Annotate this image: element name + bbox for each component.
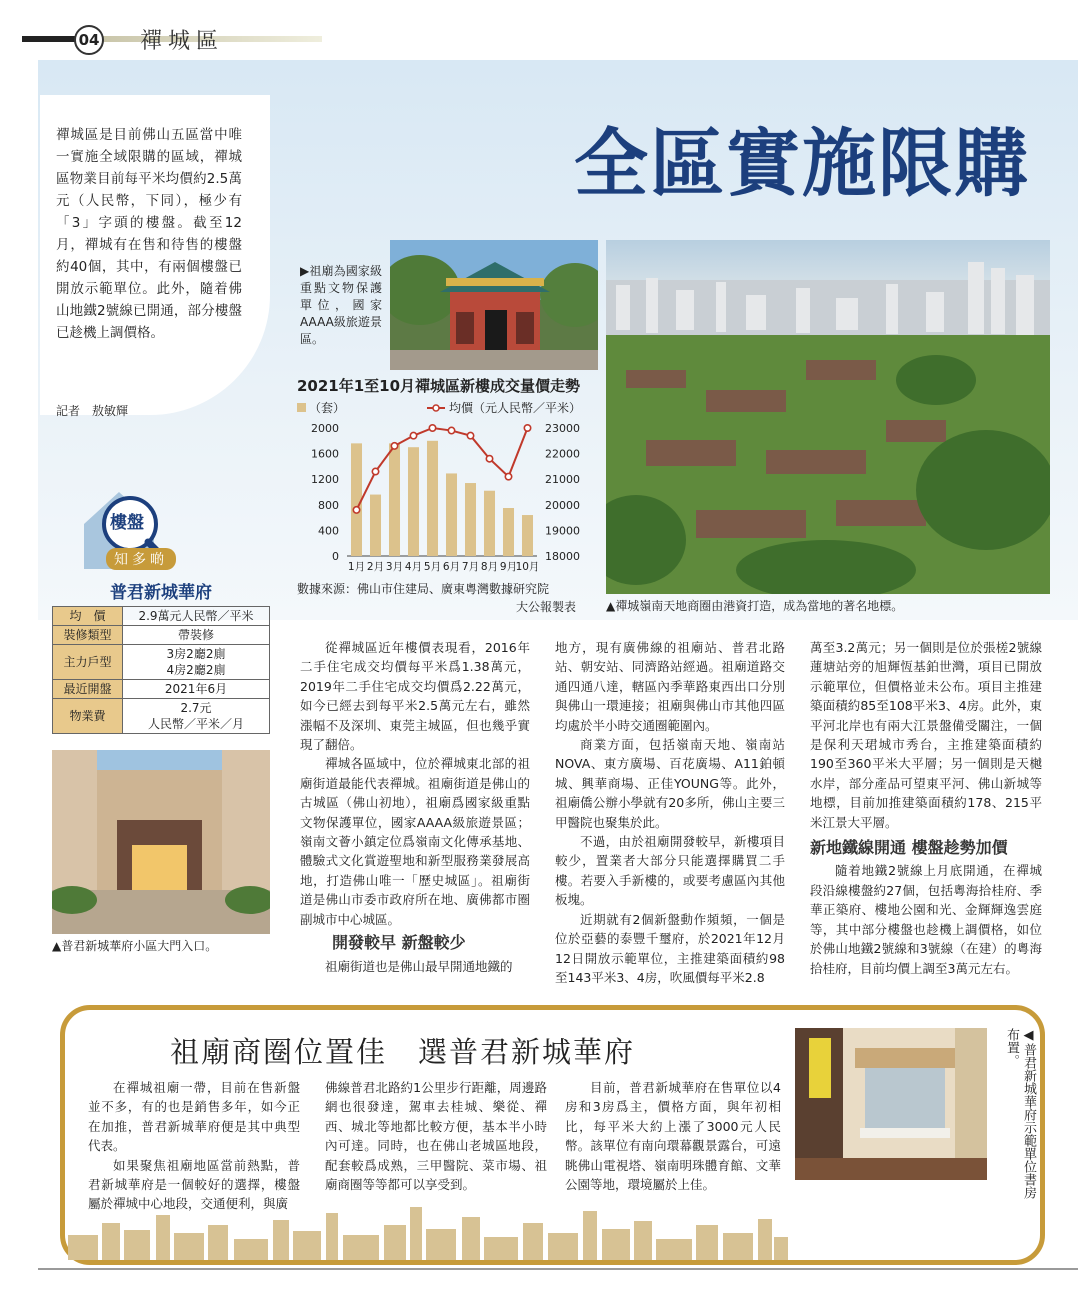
- legend-bar-label: （套）: [309, 401, 346, 415]
- intro-text: 禪城區是目前佛山五區當中唯一實施全域限購的區域，禪城區物業目前每平米均價約2.5萬元（人民幣，下同），極少有「3」字頭的樓盤。截至12月，禪城有在售和待售的樓盤約40個，其中，有兩個樓盤已開放示範單位。此外，隨着佛山地鐵2號線已開通，部分樓盤已趁機上調價格。: [56, 127, 242, 341]
- y-left-tick: 1600: [311, 447, 339, 461]
- y-right-tick: 19000: [545, 524, 580, 538]
- table-row: 均 價 2.9萬元人民幣／平米: [53, 607, 270, 626]
- bar: [351, 443, 362, 556]
- feature-column-3: 目前，普君新城華府在售單位以4房和3房爲主，價格方面，與年初相比，每平米大約上漲了3000元人民幣。該單位有南向環幕觀景露台，可遠眺佛山電視塔、嶺南明珠體育館、文華公園等地，環境屬於上佳。: [565, 1080, 781, 1193]
- table-row: 最近開盤 2021年6月: [53, 680, 270, 699]
- bar: [446, 473, 457, 556]
- chart-credit: 大公報製表: [516, 600, 577, 614]
- room-photo: [795, 1028, 987, 1180]
- mall-caption: ▲普君新城華府小區大門入口。: [52, 939, 218, 953]
- article-column-2: 地方，現有廣佛線的祖廟站、普君北路站、朝安站、同濟路站經過。祖廟道路交通四通八達，轄區內季華路東西出口分別與佛山一環連接；祖廟與佛山市其他四區均處於半小時交通圈範圍內。 商業方面，包括嶺南天地、嶺南站NOVA、東方廣場、百花廣場、A11鉑頓城、興華商場、正佳YOUNG等。此外，祖廟僑公辦小學就有20多所，佛山主要三甲醫院也聚集於此。 不過，由於祖廟開發較早，新樓項目較少，置業者大部分只能選擇購買二手樓。若要入手新樓的，或要考慮區內其他板塊。 近期就有2個新盤動作頻頻，一個是位於亞藝的泰豐千璽府，於2021年12月12日開放示範單位，主推建築面積約98至143平米3、4房，吹風價每平米2.8: [555, 640, 785, 985]
- x-tick: 7月: [461, 561, 480, 573]
- trend-chart: [297, 398, 589, 578]
- feature-title: 祖廟商圈位置佳 選普君新城華府: [170, 1035, 636, 1069]
- badge-main: 樓盤: [110, 513, 144, 533]
- x-tick: 6月: [442, 561, 461, 573]
- bar: [370, 495, 381, 556]
- line-point: [353, 507, 359, 513]
- line-point: [410, 432, 416, 438]
- feature-column-2: 佛線普君北路約1公里步行距離，周邊路網也很發達，駕車去桂城、樂從、禪西、城北等地都比較方便，基本半小時內可達。同時，也在佛山老城區地段，配套較爲成熟，三甲醫院、菜市場、祖廟商圈等等都可以享受到。: [325, 1080, 547, 1193]
- line-point: [372, 468, 378, 474]
- y-left-tick: 1200: [311, 473, 339, 487]
- temple-caption: ▶祖廟為國家級重點文物保護單位，國家AAAA級旅遊景區。: [300, 264, 382, 346]
- bar: [484, 491, 495, 556]
- subhead-2: 新地鐵線開通 樓盤趁勢加價: [810, 838, 1008, 858]
- feature-column-1: 在禪城祖廟一帶，目前在售新盤並不多，有的也是銷售多年，如今正在加推，普君新城華府便是其中典型代表。 如果聚焦祖廟地區當前熱點，普君新城華府是一個較好的選擇，樓盤屬於禪城中心地段，交通便利，與廣: [88, 1080, 300, 1212]
- temple-photo: [390, 240, 598, 370]
- legend-bar-swatch: [297, 403, 306, 412]
- x-tick: 3月: [385, 561, 404, 573]
- y-left-tick: 800: [318, 498, 339, 512]
- y-right-tick: 22000: [545, 447, 580, 461]
- room-caption: ◀普君新城華府示範單位書房布置。: [1004, 1028, 1036, 1199]
- line-point: [524, 425, 530, 431]
- info-title: 普君新城華府: [110, 583, 212, 603]
- bar: [503, 508, 514, 556]
- line-point: [505, 473, 511, 479]
- article-column-3: 萬至3.2萬元；另一個則是位於張槎2號線蓮塘站旁的旭輝恆基鉑世灣，項目已開放示範單位，但價格並未公布。項目主推建築面積約85至108平米3、4房。此外，東平河北岸也有兩大江景盤備受關注，一個是保利天珺城市秀台，主推建築面積約190至360平米大平層；另一個則是天樾水岸，部分產品可望東平河、佛山新城等地標，目前加推建築面積約178、215平米江景大平層。 新地鐵線開通 樓盤趁勢加價 隨着地鐵2號線上月底開通，在禪城段沿線樓盤約27個，包括粵海拾桂府、季華正築府、樓地公園和光、金輝輝逸雲庭等，其中部分樓盤也趁機上調價格，如位於佛山地鐵2號線和3號線（在建）的粵海拾桂府，目前均價上調至3萬元左右。: [810, 640, 1042, 976]
- line-point: [429, 425, 435, 431]
- skyline-graphic: [68, 1195, 788, 1260]
- bar: [408, 447, 419, 556]
- headline: 全區實施限購: [574, 121, 1030, 207]
- y-right-tick: 20000: [545, 498, 580, 512]
- page-number: 04: [74, 25, 104, 55]
- x-tick: 2月: [366, 561, 385, 573]
- y-right-tick: 23000: [545, 422, 580, 435]
- x-tick: 1月: [347, 561, 366, 573]
- table-row: 物業費 2.7元 人民幣／平米／月: [53, 699, 270, 734]
- line-point: [391, 443, 397, 449]
- y-left-tick: 400: [318, 524, 339, 538]
- x-tick: 9月: [499, 561, 518, 573]
- y-right-tick: 21000: [545, 473, 580, 487]
- y-left-tick: 2000: [311, 422, 339, 435]
- line-point: [486, 456, 492, 462]
- table-row: 主力戶型 3房2廳2廁 4房2廳2廁: [53, 645, 270, 680]
- bar: [522, 515, 533, 556]
- article-column-1: 從禪城區近年樓價表現看，2016年二手住宅成交均價每平米爲1.38萬元，2019年二手住宅成交均價爲2.22萬元，如今已經去到每平米2.5萬元左右，雖然漲幅不及深圳、東莞主城區，但也幾乎實現了翻倍。 禪城各區域中，位於禪城東北部的祖廟街道最能代表禪城。祖廟街道是佛山的古城區（佛山初地），祖廟爲國家級重點文物保護單位，國家AAAA級旅遊景區；嶺南文薈小鎮定位爲嶺南文化傳承基地、體驗式文化賞遊聖地和新型服務業發展高地，打造佛山唯一「歷史城區」。祖廟街道是佛山市委市政府所在地、廣佛都市圈副城市中心城區。 開發較早 新盤較少 祖廟街道也是佛山最早開通地鐵的: [300, 640, 530, 974]
- aerial-caption: ▲禪城嶺南天地商圈由港資打造，成為當地的著名地標。: [606, 599, 904, 613]
- bar: [389, 443, 400, 556]
- table-row: 裝修類型 帶裝修: [53, 626, 270, 645]
- price-line: [357, 428, 528, 510]
- x-tick: 10月: [515, 561, 540, 573]
- section-title: 禪城區: [140, 29, 225, 54]
- chart-title: 2021年1至10月禪城區新樓成交量價走勢: [297, 377, 581, 395]
- bar: [427, 441, 438, 556]
- legend-line-label: 均價（元人民幣／平米）: [449, 401, 582, 415]
- y-left-tick: 0: [332, 550, 339, 563]
- footer-rule: [38, 1268, 1078, 1270]
- y-right-tick: 18000: [545, 550, 580, 563]
- mall-photo: [52, 750, 270, 934]
- aerial-photo: [606, 240, 1050, 594]
- subhead-1: 開發較早 新盤較少: [332, 933, 466, 953]
- line-point: [467, 432, 473, 438]
- reporter: 記者 敖敏輝: [56, 404, 129, 418]
- x-tick: 5月: [423, 561, 442, 573]
- x-tick: 8月: [480, 561, 499, 573]
- chart-source: 數據來源：佛山市住建局、廣東粵灣數據研究院: [297, 582, 550, 596]
- info-table: [52, 606, 270, 734]
- badge-sub: 知多啲: [106, 548, 176, 570]
- line-point: [448, 427, 454, 433]
- bar: [465, 483, 476, 556]
- x-tick: 4月: [404, 561, 423, 573]
